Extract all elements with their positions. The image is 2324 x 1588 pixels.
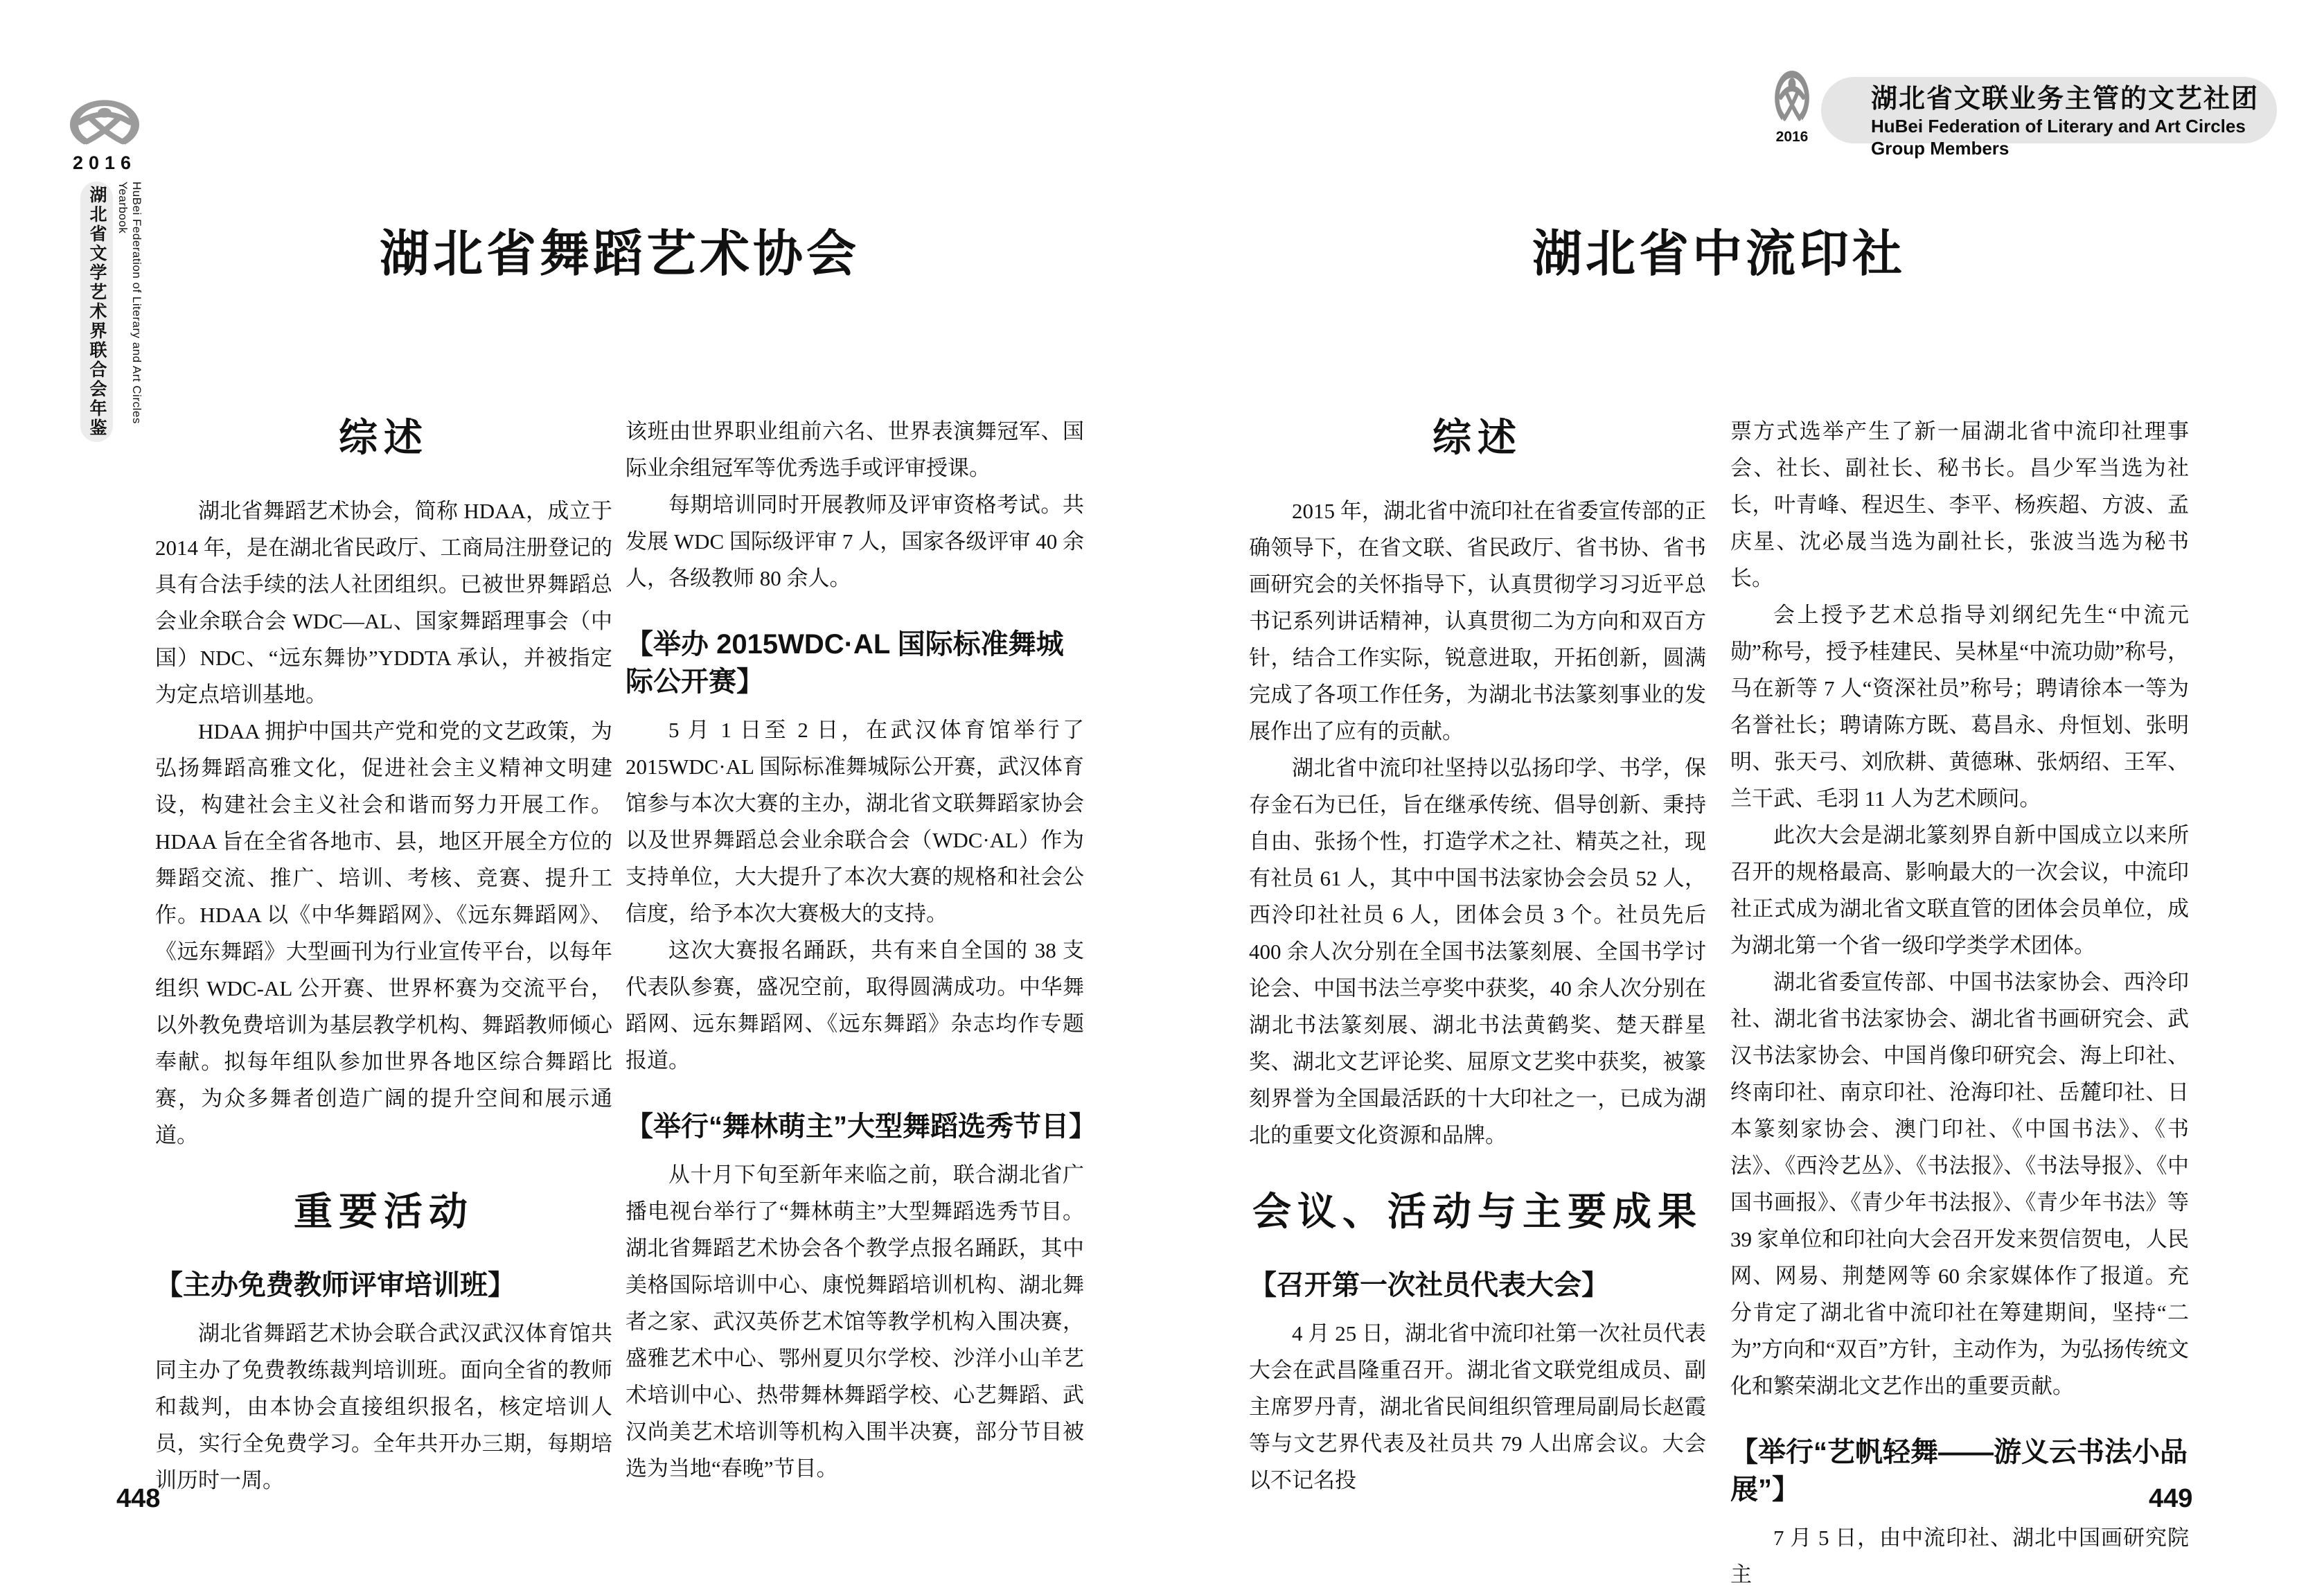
article-column	[1730, 413, 2189, 1588]
article-column	[155, 413, 612, 1499]
paragraph: 4 月 25 日，湖北省中流印社第一次社员代表大会在武昌隆重召开。湖北省文联党组成员、副主席罗丹青，湖北省民间组织管理局副局长赵霞等与文艺界代表及社员共 79 人出席会议。大会以不记名投	[1249, 1321, 1706, 1493]
paragraph: 湖北省舞蹈艺术协会，简称 HDAA，成立于 2014 年，是在湖北省民政厅、工商局注册登记的具有合法手续的法人社团组织。已被世界舞蹈总会业余联合会 WDC—AL、国家舞蹈理事会（中国）NDC、“远东舞协”YDDTA 承认，并被指定为定点培训基地。	[155, 499, 612, 707]
left-page-title: 湖北省舞蹈艺术协会	[379, 227, 860, 282]
subsection-heading: 【举办 2015WDC·AL 国际标准舞城际公开赛】	[626, 629, 1064, 697]
section-heading: 综述	[1432, 416, 1523, 459]
paragraph: 2015 年，湖北省中流印社在省委宣传部的正确领导下，在省文联、省民政厅、省书协、省书画研究会的关怀指导下，认真贯彻学习习近平总书记系列讲话精神，认真贯彻二为方向和双百方针，结合工作实际，锐意进取，开拓创新，圆满完成了各项工作任务，为湖北书法篆刻事业的发展作出了应有的贡献。	[1249, 499, 1706, 744]
paragraph: 湖北省舞蹈艺术协会联合武汉武汉体育馆共同主办了免费教练裁判培训班。面向全省的教师和裁判，由本协会直接组织报名，核定培训人员，实行全免费学习。全年共开办三期，每期培训历时一周。	[155, 1321, 612, 1493]
header-title-cn: 湖北省文联业务主管的文艺社团	[1871, 85, 2260, 114]
paragraph: HDAA 拥护中国共产党和党的文艺政策，为弘扬舞蹈高雅文化，促进社会主义精神文明建设，构建社会主义社会和谐而努力开展工作。HDAA 旨在全省各地市、县，地区开展全方位的舞蹈交流、推广、培训、考核、竞赛、提升工作。HDAA 以《中华舞蹈网》、《远东舞蹈网》、《远东舞蹈》大型画刊为行业宣传平台，以每年组织 WDC-AL 公开赛、世界杯赛为交流平台，以外教免费培训为基层教学机构、舞蹈教师倾心奉献。拟每年组队参加世界各地区综合舞蹈比赛，为众多舞者创造广阔的提升空间和展示通道。	[155, 719, 612, 1148]
paragraph: 每期培训同时开展教师及评审资格考试。共发展 WDC 国际级评审 7 人，国家各级评审 40 余人，各级教师 80 余人。	[626, 493, 1084, 590]
paragraph: 7 月 5 日，由中流印社、湖北中国画研究院主	[1730, 1526, 2189, 1587]
subsection-heading: 【主办免费教师评审培训班】	[155, 1270, 515, 1301]
paragraph: 从十月下旬至新年来临之前，联合湖北省广播电视台举行了“舞林萌主”大型舞蹈选秀节目。湖北省舞蹈艺术协会各个教学点报名踊跃，其中美格国际培训中心、康悦舞蹈培训机构、湖北舞者之家、武汉英侨艺术馆等教学机构入围决赛，盛雅艺术中心、鄂州夏贝尔学校、沙洋小山羊艺术培训中心、热带舞林舞蹈学校、心艺舞蹈、武汉尚美艺术培训等机构入围半决赛，部分节目被选为当地“春晚”节目。	[626, 1163, 1084, 1481]
federation-logo-icon	[1773, 71, 1811, 130]
paragraph: 这次大赛报名踊跃，共有来自全国的 38 支代表队参赛，盛况空前，取得圆满成功。中华舞蹈网、远东舞蹈网、《远东舞蹈》杂志均作专题报道。	[626, 938, 1084, 1073]
subsection-heading: 【举行“舞林萌主”大型舞蹈选秀节目】	[626, 1111, 1097, 1142]
page-number-right: 449	[2149, 1484, 2193, 1513]
header-title-en: HuBei Federation of Literary and Art Circles Group Members	[1871, 116, 2246, 159]
paragraph: 该班由世界职业组前六名、世界表演舞冠军、国际业余组冠军等优秀选手或评审授课。	[626, 419, 1084, 480]
page-number-left: 448	[116, 1484, 161, 1513]
paragraph: 此次大会是湖北篆刻界自新中国成立以来所召开的规格最高、影响最大的一次会议，中流印社正式成为湖北省文联直管的团体会员单位，成为湖北第一个省一级印学类学术团体。	[1730, 823, 2189, 958]
article-column	[1249, 413, 1706, 1499]
article-column	[626, 413, 1097, 1487]
section-heading: 综述	[339, 416, 429, 459]
paragraph: 5 月 1 日至 2 日，在武汉体育馆举行了 2015WDC·AL 国际标准舞城际公开赛，武汉体育馆参与本次大赛的主办，湖北省文联舞蹈家协会以及世界舞蹈总会业余联合会（WDC·AL）作为支持单位，大大提升了本次大赛的规格和社会公信度，给予本次大赛极大的支持。	[626, 718, 1084, 926]
header-year: 2016	[1775, 129, 1809, 145]
paragraph: 票方式选举产生了新一届湖北省中流印社理事会、社长、副社长、秘书长。昌少军当选为社长，叶青峰、程迟生、李平、杨疾超、方波、孟庆星、沈必晟当选为副社长，张波当选为秘书长。	[1730, 419, 2189, 590]
federation-logo-icon	[66, 100, 143, 154]
paragraph: 会上授予艺术总指导刘纲纪先生“中流元勋”称号，授予桂建民、吴林星“中流功勋”称号，马在新等 7 人“资深社员”称号；聘请徐本一等为名誉社长；聘请陈方既、葛昌永、舟恒划、张明明、张天弓、刘欣耕、黄德琳、张炳绍、王军、兰干武、毛羽 11 人为艺术顾问。	[1730, 603, 2189, 811]
section-heading: 重要活动	[294, 1190, 474, 1234]
paragraph: 湖北省委宣传部、中国书法家协会、西泠印社、湖北省书法家协会、湖北省书画研究会、武汉书法家协会、中国肖像印研究会、海上印社、终南印社、南京印社、沧海印社、岳麓印社、日本篆刻家协会、澳门印社、《中国书法》、《书法》、《西泠艺丛》、《书法报》、《书法导报》、《中国书画报》、《青少年书法报》、《青少年书法》等 39 家单位和印社向大会召开发来贺信贺电，人民网、网易、荆楚网等 60 余家媒体作了报道。充分肯定了湖北省中流印社在筹建期间，坚持“二为”方向和“双百”方针，主动作为，为弘扬传统文化和繁荣湖北文艺作出的重要贡献。	[1730, 970, 2189, 1398]
section-heading: 会议、活动与主要成果	[1252, 1190, 1703, 1234]
right-page-title: 湖北省中流印社	[1532, 227, 1906, 282]
subsection-heading: 【召开第一次社员代表大会】	[1249, 1270, 1609, 1301]
subsection-heading: 【举行“艺帆轻舞——游义云书法小品展”】	[1730, 1437, 2188, 1505]
sidebar-vertical-title	[80, 182, 113, 442]
paragraph: 湖北省中流印社坚持以弘扬印学、书学，保存金石为已任，旨在继承传统、倡导创新、秉持自由、张扬个性，打造学术之社、精英之社，现有社员 61 人，其中中国书法家协会会员 52 人，西泠印社社员 6 人，团体会员 3 个。社员先后 400 余人次分别在全国书法篆刻展、全国书学讨论会、中国书法兰亭奖中获奖，40 余人次分别在湖北书法篆刻展、湖北书法黄鹤奖、楚天群星奖、湖北文艺评论奖、屈原文艺奖中获奖，被篆刻界誉为全国最活跃的十大印社之一，已成为湖北的重要文化资源和品牌。	[1249, 756, 1706, 1148]
sidebar-title-cn: 湖北省文学艺术界联合会年鉴	[87, 186, 106, 438]
sidebar-year: 2016	[72, 152, 137, 173]
sidebar-title-en: HuBei Federation of Literary and Art Circles Yearbook	[116, 182, 143, 424]
